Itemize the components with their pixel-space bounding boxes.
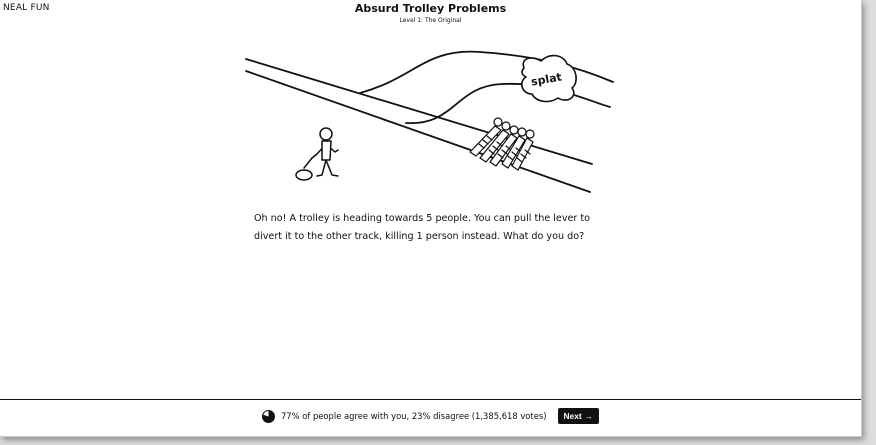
arrow-right-icon: → xyxy=(584,411,594,421)
side-track-rail-bottom xyxy=(406,84,610,123)
results-footer xyxy=(0,399,861,432)
next-button-label: Next xyxy=(563,411,582,421)
vote-results-text: 77% of people agree with you, 23% disagree (1,385,618 votes) xyxy=(280,411,547,421)
next-button[interactable] xyxy=(558,408,600,424)
splat-label: splat xyxy=(530,70,563,89)
header xyxy=(0,2,861,26)
trolley-scene-illustration xyxy=(240,38,630,200)
agreement-pie-icon xyxy=(262,410,275,423)
lever-person-figure xyxy=(312,128,338,176)
level-subtitle: Level 1: The Original xyxy=(399,17,462,24)
page-title: Absurd Trolley Problems xyxy=(354,2,507,15)
splat-blob xyxy=(522,56,576,102)
five-people-on-track xyxy=(470,118,534,170)
lever xyxy=(296,158,312,180)
question-text: Oh no! A trolley is heading towards 5 people. You can pull the lever to divert it to the other track, killing 1 person instead. What do you do? xyxy=(254,213,591,242)
brand-logo-link[interactable]: NEAL FUN xyxy=(3,3,50,13)
